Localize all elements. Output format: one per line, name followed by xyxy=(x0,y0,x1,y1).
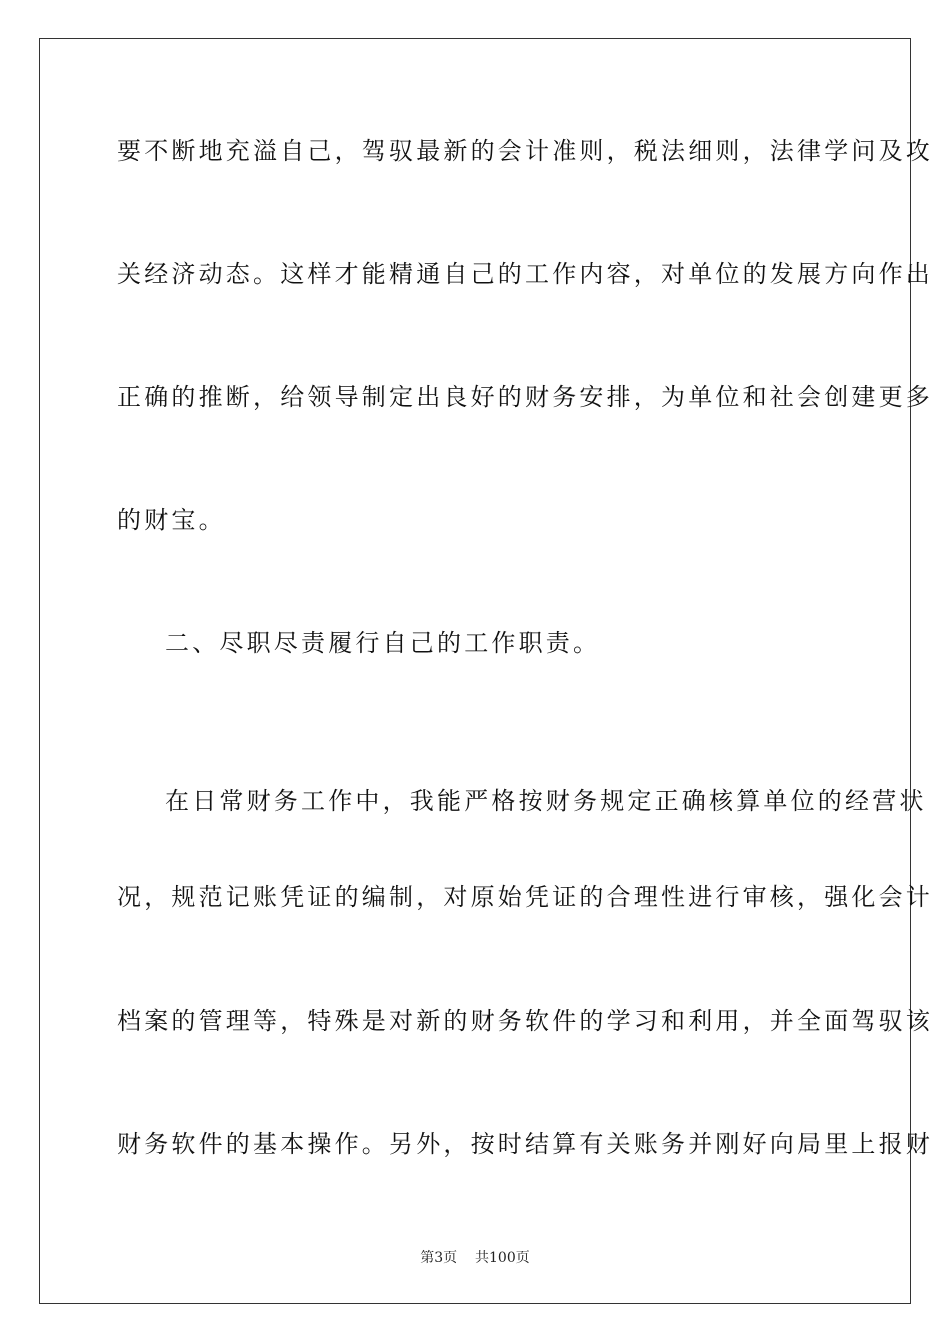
text-line: 要不断地充溢自己，驾驭最新的会计准则，税法细则，法律学问及攻 xyxy=(117,137,933,165)
current-page-number: 第3页 xyxy=(420,1250,458,1266)
page-footer xyxy=(0,1247,950,1267)
section-heading: 二、尽职尽责履行自己的工作职责。 xyxy=(165,629,601,657)
text-line: 在日常财务工作中，我能严格按财务规定正确核算单位的经营状 xyxy=(165,787,927,815)
footer-spacer xyxy=(457,1250,475,1266)
text-line: 财务软件的基本操作。另外，按时结算有关账务并刚好向局里上报财 xyxy=(117,1130,933,1158)
text-line: 正确的推断，给领导制定出良好的财务安排，为单位和社会创建更多 xyxy=(117,383,933,411)
text-line: 关经济动态。这样才能精通自己的工作内容，对单位的发展方向作出 xyxy=(117,260,933,288)
text-line: 的财宝。 xyxy=(117,506,226,534)
total-page-count: 共100页 xyxy=(475,1250,530,1266)
text-line: 况，规范记账凭证的编制，对原始凭证的合理性进行审核，强化会计 xyxy=(117,883,933,911)
text-line: 档案的管理等，特殊是对新的财务软件的学习和利用，并全面驾驭该 xyxy=(117,1007,933,1035)
